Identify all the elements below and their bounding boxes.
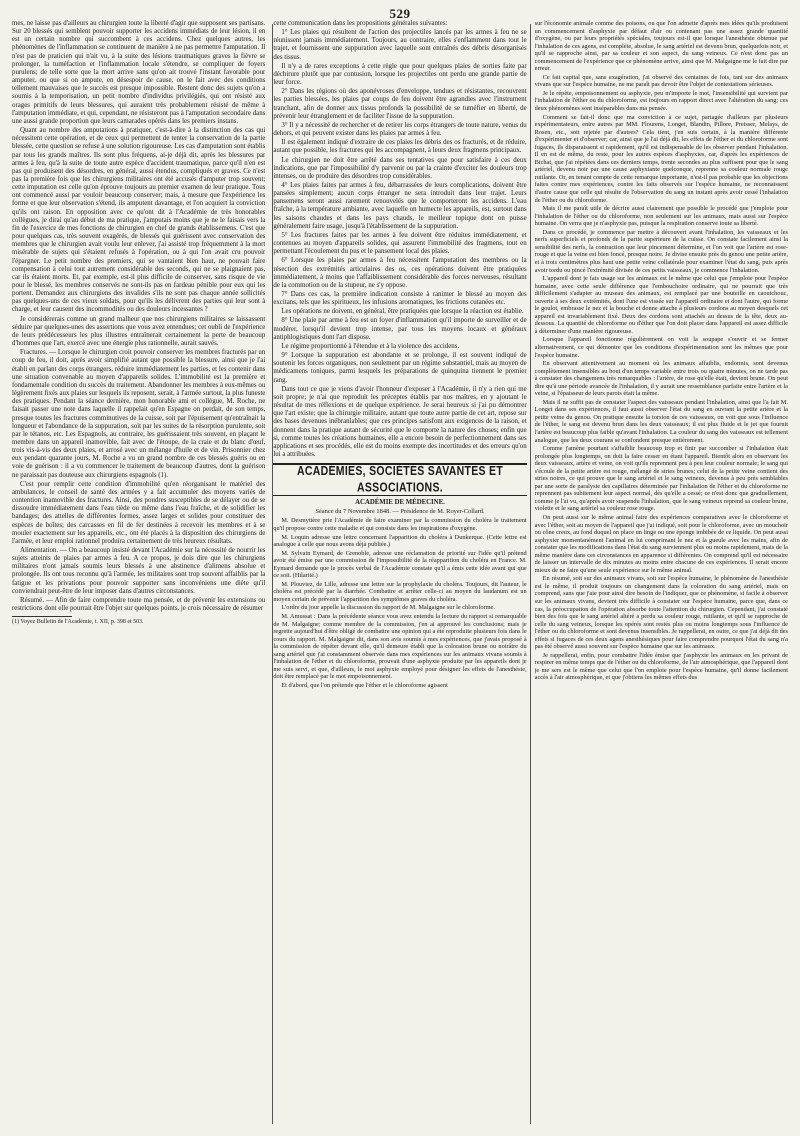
page-number: 529: [389, 6, 411, 21]
paragraph: Comment se fait-il donc que ma conviction à ce sujet, partagée d'ailleurs par plusieurs expérimentateurs, entre autres par MM. Flourens, Longet, Blandin, Pillore, Preisser, Melays, de Rosen, etc., soit rejetée par d'autres? Cela tient, j'en suis certain, à la manière différente d'expérimenter et d'observer; car, ainsi que je l'ai déjà dit, les effets de l'éther et du chloroforme sont fugaces, ils disparaissent si rapidement, qu'il est indispensable de les observer pendant l'inhalation. Il en est de même, du reste, pour les autres espèces d'asphyxies, car, d'après les expériences de Bichat, que j'ai répétées dans ces derniers temps, trente secondes au plus suffisent pour que le sang artériel, devenu noir par une cause asphyxiante quelconque, reprenne sa couleur normale rouge rutilante. Or, en tenant compte de cette remarque importante, n'est-il pas probable que les objections faites contre mes expériences, contre les faits observés sur l'espèce humaine, ne reconnaissent d'autre cause que celle qui résulte de l'observation du sang un instant après avoir cessé l'inhalation de l'éther ou du chloroforme.: [534, 113, 788, 204]
paragraph: Je le répète, empoisonnement ou asphyxie, peu m'importe le mot, l'insensibilité qui survient par l'inhalation de l'éther ou du chloroforme, est toujours en rapport direct avec l'altération du sang; ces deux phénomènes sont inséparables dans ma pensée.: [534, 89, 788, 113]
paragraph: L'appareil dont je fais usage sur les animaux est le même que celui que j'emploie pour l'espèce humaine, avec cette seule différence que l'embouchoire ordinaire, qui ne pourrait que très difficilement s'adapter au museau des animaux, est remplacé par une bouteille en caoutchouc, ouverte à ses deux extrémités, dont l'une est vissée sur l'appareil ordinaire et dont l'autre, qui forme le goulot, embrasse le nez et la bouche et donne attache à plusieurs cordons au moyen desquels cet appareil est invariablement fixé. Deux des cordons sont attachés au dessus de la tête, deux au-dessous. La quantité de chloroforme ou d'éther que l'on doit placer dans l'appareil est assez difficile à déterminer d'une manière rigoureuse.: [534, 275, 788, 335]
paragraph: Il n'y a de rares exceptions à cette règle que pour quelques plaies de sorties faite par déchirure plutôt que par contusion, lorsque les projectiles ont perdu une grande partie de leur force.: [273, 62, 527, 87]
minutes-paragraph: M. Sylvain Eymard, de Grenoble, adresse une réclamation de priorité sur l'idée qu'il prétend avoir été émise par une commission de l'impossibilité de la réapparition du choléra en France. M. Eymard demande que le procès verbal de l'Académie constate qu'il a émis cette idée avant qui que ce soit. (Hilarité.): [273, 549, 527, 580]
paragraph: mes, ne laisse pas d'ailleurs au chirurgien toute la liberté d'agir que supposent ses partisans. Sur 20 blessés qui semblent pouvoir supporter les accidens immédiats de leur lésion, il en est un certain nombre qui succombent à ces accidens. Chez quelques autres, les phénomènes de l'inflammation se continuent de manière à ne pas permettre l'amputation. Il n'est pas de praticien qui n'ait vu, à la suite des lésions traumatiques graves la fièvre se prolonger, la tuméfaction et l'inflammation locale s'étendre, se compliquer de foyers purulens; de telle sorte que la mort arrive sans qu'on ait trouvé l'instant favorable pour amputer, ou que si on ampute, en désespoir de cause, on le fait avec des conditions tellement mauvaises que le succès est presque impossible. Restent donc des sujets qu'on a soumis à la temporisation, un petit nombre d'individus privilégiés, qui ont résisté aux orages primitifs de leurs blessures, qui auraient très probablement résisté de même à l'amputation immédiate, et qui, cependant, ne résisteront pas à l'amputation secondaire dans une aussi grande proportion que leurs camarades opérés dans les premiers instans.: [12, 20, 266, 125]
minutes-paragraph: M. Loquin adresse une lettre concernant l'apparition du choléra à Dunkerque. (Cette lettre est analogue à celle que nous avons déjà publiée.): [273, 533, 527, 549]
paragraph: Dans tout ce que je viens d'avoir l'honneur d'exposer à l'Académie, il n'y a rien qui me soit propre; je n'ai que reproduit les préceptes établis par nos maîtres, en y ajoutant le résultat de mes réflexions et de quelque expérience. Je serai heureux si j'ai pu démontrer que l'art existe; que la chirurgie militaire, autant que toute autre partie de cet art, repose sur des bases devenues inébranlables; que ces principes satisfont aux exigences de la raison, et donnent dans la pratique autant de sécurité que le comporte la nature des choses; enfin que si, comme toutes les créations humaines, elle a encore besoin de perfectionnement dans ses applications et ses procédés, elle est du moins exempte des incertitudes et des erreurs qu'on lui a attribuées.: [273, 385, 527, 458]
paragraph: 3° Il y a nécessité de rechercher et de retirer les corps étrangers de toute nature, venus du dehors, et qui peuvent exister dans les plaies par armes à feu.: [273, 121, 527, 138]
paragraph: Quant au nombre des amputations à pratiquer, c'est-à-dire à la distinction des cas qui nécessitent cette opération, et de ceux qui permettent de tenter la conservation de la partie blessée, cette question se refuse à une solution rigoureuse. Les cas d'amputation sont établis par tous les grands maîtres. Ils sont plus fréquens, ai-je déjà dit, après les blessures par armes à feu, qu'à la suite de toute autre espèce d'accident traumatique, parce qu'il n'en est pas qui produisent des désordres, en général, aussi étendus, compliqués et graves. Ce n'est pas la première fois que les chirurgiens militaires ont été accusés d'amputer trop souvent; cette imputation est celle qu'on éprouve toujours au premier examen de leur pratique. Tous ont commencé aussi par vouloir beaucoup conserver; mais, à mesure que l'expérience les forme et que leur observation s'étend, ils amputent davantage, et l'on acquiert la conviction qu'ils ont raison. En opposition avec ce qu'ont dit à l'Académie de très honorables collègues, je dirai qu'au début de ma pratique, j'amputais moins que je ne le faisais vers la fin de l'exercice de mes fonctions de chirurgien en chef de grands établissemens. C'est que pour quelques cas, très souvent exagérés, de blessés qui guérissent avec conservation des membres que le chirurgien avait voulu leur enlever, j'ai assisté trop fréquemment à la mort misérable de sujets qui s'étaient refusés à l'opération, ou à qui l'on avait cru pouvoir l'épargner. Le petit nombre des premiers, qui se vantaient bien haut, ne pouvait faire compensation à celui tout autrement considérable des seconds, qui ne se plaignaient pas, car ils étaient morts. Et, par exemple, est-il plus difficile de conserver, sans risque de vie pour le blessé, les membres conservés ne sont-ils pas en fardeau pénible pour eux qui les portent. Demandez aux chirurgiens des invalides s'ils ne sont pas chaque année sollicités pas quelques-uns de ces vieux soldats, pour qu'ils les délivrent des parties qui leur sont à charge, et leur causent des incommodités ou des douleurs incessantes ?: [12, 127, 266, 314]
minutes-paragraph: M. Plouviez, de Lille, adresse une lettre sur la prophylaxie du choléra. Toujours, dit l'auteur, le choléra est précédé par la diarrhée. Combattre et arrêter celle-ci au moyen du laudanum est un moyen certain de prévenir l'apparition des symptômes graves du choléra.: [273, 580, 527, 603]
paragraph: En observant attentivement au moment où les animaux affaiblis, endormis, sont devenus complètement insensibles au bout d'un temps variable entre trois ou quatre minutes, on ne tarde pas à constater des changemens très remarquables : l'artère, de rose qu'elle était, devient brune. On peut dire qu'à une période avancée de l'inhalation, il y aurait une ressemblance parfaite entre l'artère et la veine, si l'épaisseur de leurs parois était la même.: [534, 360, 788, 398]
paragraph: Résumé. — Afin de faire comprendre toute ma pensée, et de prévenir les extensions ou restrictions dont elle pourrait être l'objet sur quelques points, je crois nécessaire de résumer: [12, 596, 266, 613]
paragraph: Je rappellerai, enfin, pour combattre l'idée émise que j'asphyxie les animaux en les privant de respirer en même temps que de l'éther ou du chloroforme, de l'air atmosphérique, que l'appareil dont je me sers est le même que celui que l'on emploie pour l'espèce humaine, qu'il donne facilement accès à l'air atmosphérique, et que j'obtiens les mêmes effets dus: [534, 651, 788, 682]
paragraph: Mais il me paraît utile de décrire aussi clairement que possible le procédé que j'emploie pour l'inhalation de l'éther ou du chloroforme, non seulement sur les animaux, mais aussi sur l'espèce humaine. On verra que je n'asphyxie pas, puisque la respiration conserve toute sa liberté.: [534, 205, 788, 228]
paragraph: 5° Les fractures faites par les armes à feu doivent être réduites immédiatement, et contenues au moyen d'appareils solides, qui assurent l'immobilité des fragmens, tout en permettant l'écoulement du pus et le pansement local des plaies.: [273, 231, 527, 256]
footnote-rule: [12, 616, 72, 617]
paragraph: Ce fait capital que, sans exagération, j'ai observé des centaines de fois, tant sur des animaux vivans que sur l'espèce humaine, ne me paraît pas devoir être l'objet de contestations sérieuses.: [534, 73, 788, 89]
paragraph: On peut aussi sur le même animal faire des expériences comparatives avec le chloroforme et avec l'éther, soit au moyen de l'appareil que j'ai indiqué, soit pour le chloroforme, avec un mouchoir ou cône creux, au fond duquel on place un linge ou une éponge imbibée de ce liquide. On peut aussi asphyxier momentanément l'animal en lui comprimant le nez et la gueule avec les mains, afin de constater que les modifications dans l'état du sang surviennent plus ou moins rapidement, mais de la même manière dans ces circonstances en apparence si différentes. On comprend qu'il est nécessaire de laisser un intervalle de dix minutes au moins entre chacune de ces expériences. Il serait encore mieux de ne faire qu'une seule expérience sur le même animal.: [534, 514, 788, 574]
paragraph: Dans ce procédé, je commence par mettre à découvert avant l'inhalation, les vaisseaux et les nerfs superficiels et profonds de la partie supérieure de la cuisse. On constate facilement ainsi la sensibilité des nerfs, la contraction que leur pincement détermine, et l'on voit que l'artère est rose-rouge et que la veine est bien foncé, presque noire. Je divise ensuite près du genou une petite artère, et à trois centimètres plus haut une petite veine collatérale pour examiner l'état du sang, puis après avoir tordu ou pincé l'extrémité divisée de ces petits vaisseaux, je commence l'inhalation.: [534, 228, 788, 274]
column-left: [12, 20, 265, 1128]
paragraph: En résumé, soit sur des animaux vivans, soit sur l'espèce humaine, le phénomène de l'anesthésie est le même, il produit toujours un changement dans la coloration du sang artériel, mais on comprend, sans que j'aie pour ainsi dire besoin de l'indiquer, que ce phénomène, si facile à observer sur les animaux vivans, devient très difficile à constater sur l'espèce humaine, parce que, dans ce cas, la préoccupation de l'opération absorbe toute l'attention du chirurgien. Cependant, j'ai constaté bien des fois que le sang artériel altéré a perdu sa couleur rouge, rutilante, et qu'il se rapproche de celle du sang veineux, lorsque les opérés sont restés plus ou moins longtemps sous l'influence de l'éther ou du chloroforme et sont devenus insensibles. Je rappellerai, en outre, ce que j'ai déjà dit des effets si fugaces de ces deux agens anesthésiques pour faire comprendre pourquoi l'état du sang n'a pas été observé aussi souvent sur l'espèce humaine que sur les animaux.: [534, 575, 788, 651]
footnote: (1) Voyez Bulletin de l'Académie, t. XII, p. 398 et 503.: [12, 619, 144, 626]
paragraph: Je considérerais comme un grand malheur que nos chirurgiens militaires se laissassent séduire par quelques-unes des assertions que vous avez entendues; cet oubli de l'expérience de leurs prédécesseurs les plus illustres entraînerait certainement la perte de beaucoup d'hommes que l'art, exercé avec une énergie plus rationnelle, aurait sauvés.: [12, 315, 266, 348]
paragraph: cette communication dans les propositions générales suivantes:: [273, 20, 448, 27]
paragraph: 6° Lorsque les plaies par armes à feu nécessitent l'amputation des membres ou la résection des extrémités articulaires des os, ces opérations doivent être pratiquées immédiatement, à moins que l'affaiblissement considérable des forces nerveuses, résultant de la commotion ou de la stupeur, ne s'y oppose.: [273, 257, 527, 289]
section-heading: ACADÉMIES, SOCIÉTÉS SAVANTES ET ASSOCIATIONS.: [296, 463, 504, 496]
paragraph: 2° Dans les régions où des aponévroses d'enveloppe, tendues et résistantes, recouvrent les parties blessées, les plaies par coups de feu doivent être agrandies avec l'instrument tranchant, afin de donner aux tissus profonds la possibilité de se tuméfier en liberté, de prévenir leur étranglement et de faciliter l'issue de la suppuration.: [273, 88, 527, 120]
paragraph: 4° Les plaies faites par armes à feu, débarrassées de leurs complications, doivent être pansées simplement; aucun corps étranger ne sera introduit dans leur trajet. Leurs pansemens seront aussi rarement renouvelés que le comporteront les accidens. L'eau fraîche, à la température ambiante, avec laquelle on humecte les appareils, est, surtout dans les saisons chaudes et dans les pays chauds, le meilleur topique dont on puisse généralement faire usage, jusqu'à l'établissement de la suppuration.: [273, 181, 527, 230]
paragraph: Le chirurgien ne doit être arrêté dans ses tentatives que pour satisfaire à ces deux indications, que par l'impossibilité d'y parvenir ou par la crainte d'exciter les douleurs trop intenses, ou de produire des désordres trop considérables.: [273, 156, 527, 180]
paragraph: 1° Les plaies qui résultent de l'action des projectiles lancés par les armes à feu ne se réunissent jamais immédiatement. Toujours, au contraire, elles s'enflamment dans tout le trajet, et fournissent une suppuration avec laquelle sont entraînés des débris désorganisés des tissus.: [273, 29, 527, 61]
column-middle: [273, 20, 526, 1128]
paragraph: sur l'économie animale comme des poisons, ou que l'on admette d'après mes idées qu'ils produisent un commencement d'asphyxie par défaut d'air ou contenant pas une assez grande quantité d'oxygène, ou par leurs propriétés spéciales, toujours est-il que lorsque l'anesthésie obtenue par l'inhalation de ces agens, est complète, absolue, le sang artériel est devenu brun, quelquefois noir, et qu'il se rapproche ainsi, par sa couleur et son aspect, du sang veineux. Ce n'est donc pas un commencement de l'expérience que ce phénomène arrive, ainsi que M. Malgaigne me le fait dire par erreur.: [534, 20, 788, 73]
paragraph: Comme j'amène pourtant s'affaiblir beaucoup trop et finir par succomber si l'inhalation était prolongée plus longtemps, on doit la faire cesser en étant l'appareil. Bientôt alors en observant les deux vaisseaux, artère et veine, on voit qu'ils reprennent peu à peu leur couleur normale; le sang qui s'écoule de la petite artère est rouge, mélangé de stries brunes; celui de la petite veine contient des stries noires, ce qui prouve que le sang artériel et le sang veineux, devenus à peu près semblables par une sorte de paralysie des capillaires déterminée par l'inhalation de l'éther et du chloroforme ne reprennent pas subitement leur aspect normal, dès qu'elle a cessé; ce n'est donc que graduellement, comme je l'ai vu, qu'après avoir suspendu l'inhalation, que le sang veineux reprend sa couleur brune, violette et le sang artériel sa couleur rose rouge.: [534, 445, 788, 513]
paragraph: C'est pour remplir cette condition d'immobilité qu'en réorganisant le matériel des ambulances, le conseil de santé des armées y a fait accumuler des moyens variés de contention inamovible des fractures. Ainsi, des poudres susceptibles de se délayer ou de se dissoudre immédiatement dans l'eau tiède ou même dans l'eau fraîche, et de solidifier les bandages; des attelles de différentes formes, assez larges et solides pour constituer des espèces de boîtes; des carcasses en fil de fer destinées à recevoir les membres et à se mouler exactement sur les appareils, etc., ont été placés à la disposition des chirurgiens de l'armée, et leur emploi rationnel produira certainement de très heureux résultats.: [12, 480, 266, 545]
paragraph: 7° Dans ces cas, la première indication consiste à ranimer le blessé au moyen des excitans, tels que les spiritueux, les infusions aromatiques, les frictions cutanées etc.: [273, 291, 527, 307]
paragraph: Lorsque l'appareil fonctionne régulièrement on voit la soupape s'ouvrir et se fermer alternativement, ce qui démontre que les conditions d'expérimentation sont les mêmes que pour l'espèce humaine.: [534, 336, 788, 359]
column-right: [535, 20, 788, 1128]
session-line: Séance du 7 Novembre 1848. — Présidence de M. Royer-Collard.: [315, 508, 485, 516]
paragraph: 9° Lorsque la suppuration est abondante et se prolonge, il est souvent indiqué de soutenir les forces organiques, non seulement par un régime substantiel, mais au moyen de médicamens toniques, parmi lesquels les préparations de quinquina tiennent le premier rang.: [273, 352, 527, 384]
paragraph: Les opérations ne doivent, en général, être pratiquées que lorsque la réaction est établie.: [281, 308, 524, 316]
paragraph: Alimentation. — On a beaucoup insisté devant l'Académie sur la nécessité de nourrir les sujets atteints de plaies par armes à feu. A ce propos, je dois dire que les chirurgiens militaires n'ont jamais soumis leurs blessés à une abstinence d'alimens absolue et prolongée. Ils ont tous reconnu qu'à l'armée, les militaires sont trop souvent affaiblis par la fatigue et les privations pour pouvoir supporter sans inconvéniens une diète qu'il conviendrait peut-être de leur imposer dans d'autres circonstances.: [12, 547, 266, 595]
minutes-paragraph: L'ordre du jour appelle la discussion du rapport de M. Malgaigne sur le chloroforme.: [281, 604, 495, 612]
paragraph: Mais il ne suffit pas de constater l'aspect des vaisseaux pendant l'inhalation, ainsi que l'a fait M. Longet dans ses expériences, il faut aussi observer l'état du sang en ouvrant la petite artère et la petite veine du genou. On pratique ensuite la torsion de ces vaisseaux, on voit que sous l'influence de l'éther, le sang est devenu brun dans les deux vaisseaux; il est plus fluide et le jet que fournit l'artère est beaucoup plus faible qu'avant l'inhalation. La couleur du sang des vaisseaux est tellement analogue, que les deux courans se confondent presque entièrement.: [534, 398, 788, 444]
paragraph: Le régime proportionné à l'étendue et à la violence des accidens.: [281, 342, 460, 350]
paragraph: Il est également indiqué d'extraire de ces plaies les débris des os fracturés, et de réduire, autant que possible, les fractures qui les accompagnent, à leurs deux fragmens principaux.: [273, 139, 527, 155]
paragraph: 8° Une plaie par arme à feu est un foyer d'inflammation qu'il importe de surveiller et de modérer, lorsqu'il devient trop intense, par tous les moyens locaux et généraux antiphlogistiques dont l'art dispose.: [273, 317, 527, 341]
paragraph: Fractures. — Lorsque le chirurgien croit pouvoir conserver les membres fracturés par un coup de feu, il doit, après avoir simplifié autant que possible la blessure, ainsi que je l'ai établi en parlant des corps étrangers, réduire immédiatement les parties, et les contenir dans une situation convenable au moyen d'appareils solides. L'immobilité est la première et fondamentale condition du succès du traitement. Abandonner les membres à eux-mêmes ou légèrement fixés aux plaies sur lesquels ils reposent, serait, à l'armée surtout, la plus funeste des pratiques. Pendant la séance dernière, mon honorable ami et collègue, M. Roche, ne faisait passer une note dans laquelle il rappelait qu'en Espagne on perdait, de son temps, presque toutes les fractures comminutives de la cuisse, soit par l'épuisement qu'entraînait la longueur et l'abondance de la suppuration, soit par les suites de la résorption purulente, soit par le tétanos, etc. Les Espagnols, au contraire, les guérissaient très souvent, en plaçant le membre dans un appareil inamovible, fait avec de l'étoupe, de la craie et du blanc d'œuf, trois vis-à-vis des deux plaies, et arrosé avec un mélange d'huile et de vin. Prisonnier chez eux pendant quarante jours, M. Roche a vu un grand nombre de ces blessés guéris ou en voie de guérison : il a vu commencer le traitement de beaucoup d'autres, dont la guérison ne paraissait pas douteuse aux chirurgiens espagnols (1).: [12, 349, 266, 479]
minutes: [273, 517, 526, 689]
minutes-paragraph: M. Desmyttère prie l'Académie de faire examiner par la commission du choléra le traitement qu'il propose contre cette maladie et qui consiste dans les inspirations d'oxygène.: [273, 517, 527, 532]
subheading: ACADÉMIE DE MÉDECINE.: [355, 499, 445, 507]
minutes-paragraph: M. Amussat : Dans la précédente séance vous avez entendu la lecture du rapport si remarquable de M. Malgaigne; comme membre de la commission, j'en ai approuvé les conclusions; mais je regrette aujourd'hui d'être obligé de combattre une opinion qui a été reproduite plusieurs fois dans le cours du rapport. M. Malgaigne dit, dans son avis soumis à mes expériences, que j'avais proposé à la commission de répéter devant elle, qu'il demeure établi que la coloration brune ou noirâtre du sang artériel que j'ai constamment observée dans mes expériences sur les animaux vivans soumis à l'inhalation de l'éther et du chloroforme, prouvait d'une asphyxie produite par les appareils dont je me suis servi, et que, d'ailleurs, le mot asphyxie employé pour désigner les effets de l'anesthésie, doit être remplacé par le mot empoisonnement.: [273, 613, 527, 681]
minutes-paragraph: Et d'abord, que l'on prétende que l'éther et le chloroforme agissent: [281, 681, 448, 689]
article-columns: [12, 20, 788, 1128]
